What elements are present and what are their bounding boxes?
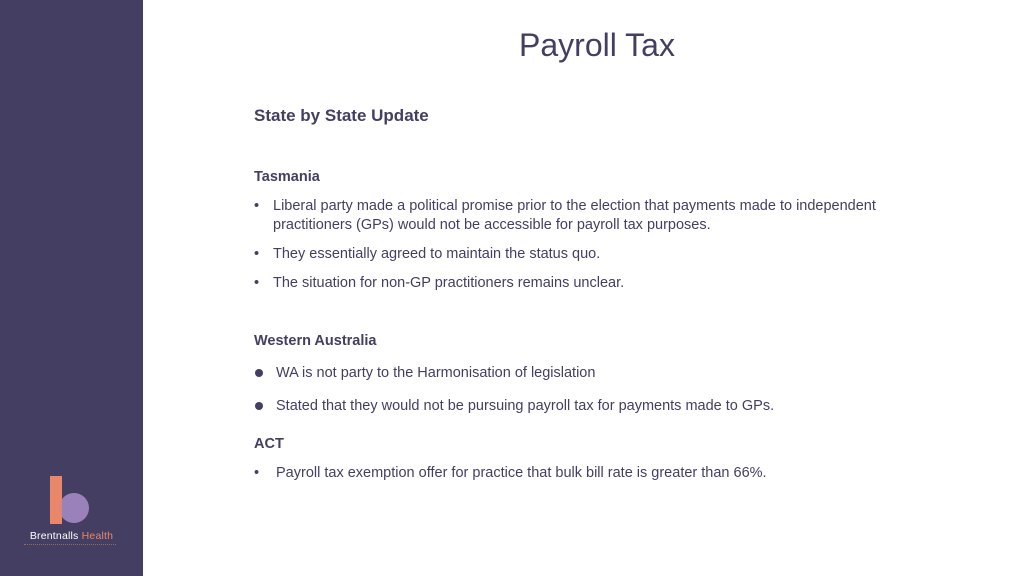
section-heading-tasmania: Tasmania — [254, 169, 320, 185]
brand-name-part1: Brentnalls — [29, 530, 79, 542]
brand-tagline-decoration — [24, 544, 116, 547]
bullet-text: The situation for non-GP practitioners remains unclear. — [273, 275, 625, 291]
section-heading-act: ACT — [254, 436, 284, 452]
bullet-icon — [255, 369, 263, 377]
list-item — [254, 274, 894, 293]
bullet-text: Stated that they would not be pursuing payroll tax for payments made to GPs. — [276, 398, 775, 414]
brentnalls-b-logo-icon — [50, 476, 90, 524]
bullet-text: Liberal party made a political promise prior to the election that payments made to independent practitioners (GPs) would not be accessible for payroll tax purposes. — [273, 198, 876, 233]
bullet-icon: • — [254, 275, 260, 291]
bullet-icon — [255, 402, 263, 410]
bullet-text: They essentially agreed to maintain the status quo. — [273, 246, 601, 262]
bullet-text: WA is not party to the Harmonisation of legislation — [276, 365, 596, 381]
section-heading-western-australia: Western Australia — [254, 333, 377, 349]
slide-title: Payroll Tax — [519, 27, 675, 63]
list-item — [254, 464, 894, 483]
bullet-icon: • — [254, 465, 260, 481]
bullet-icon: • — [254, 246, 260, 262]
list-item — [254, 397, 894, 416]
slide-subtitle: State by State Update — [254, 106, 429, 125]
bullet-text: Payroll tax exemption offer for practice that bulk bill rate is greater than 66%. — [276, 465, 767, 481]
list-item — [254, 364, 894, 383]
list-item — [254, 245, 894, 264]
list-item — [254, 197, 894, 235]
brand-logo — [0, 476, 143, 556]
brand-name — [0, 530, 143, 542]
sidebar-panel — [0, 0, 143, 576]
bullet-icon: • — [254, 198, 260, 214]
brand-name-part2: Health — [78, 530, 114, 542]
